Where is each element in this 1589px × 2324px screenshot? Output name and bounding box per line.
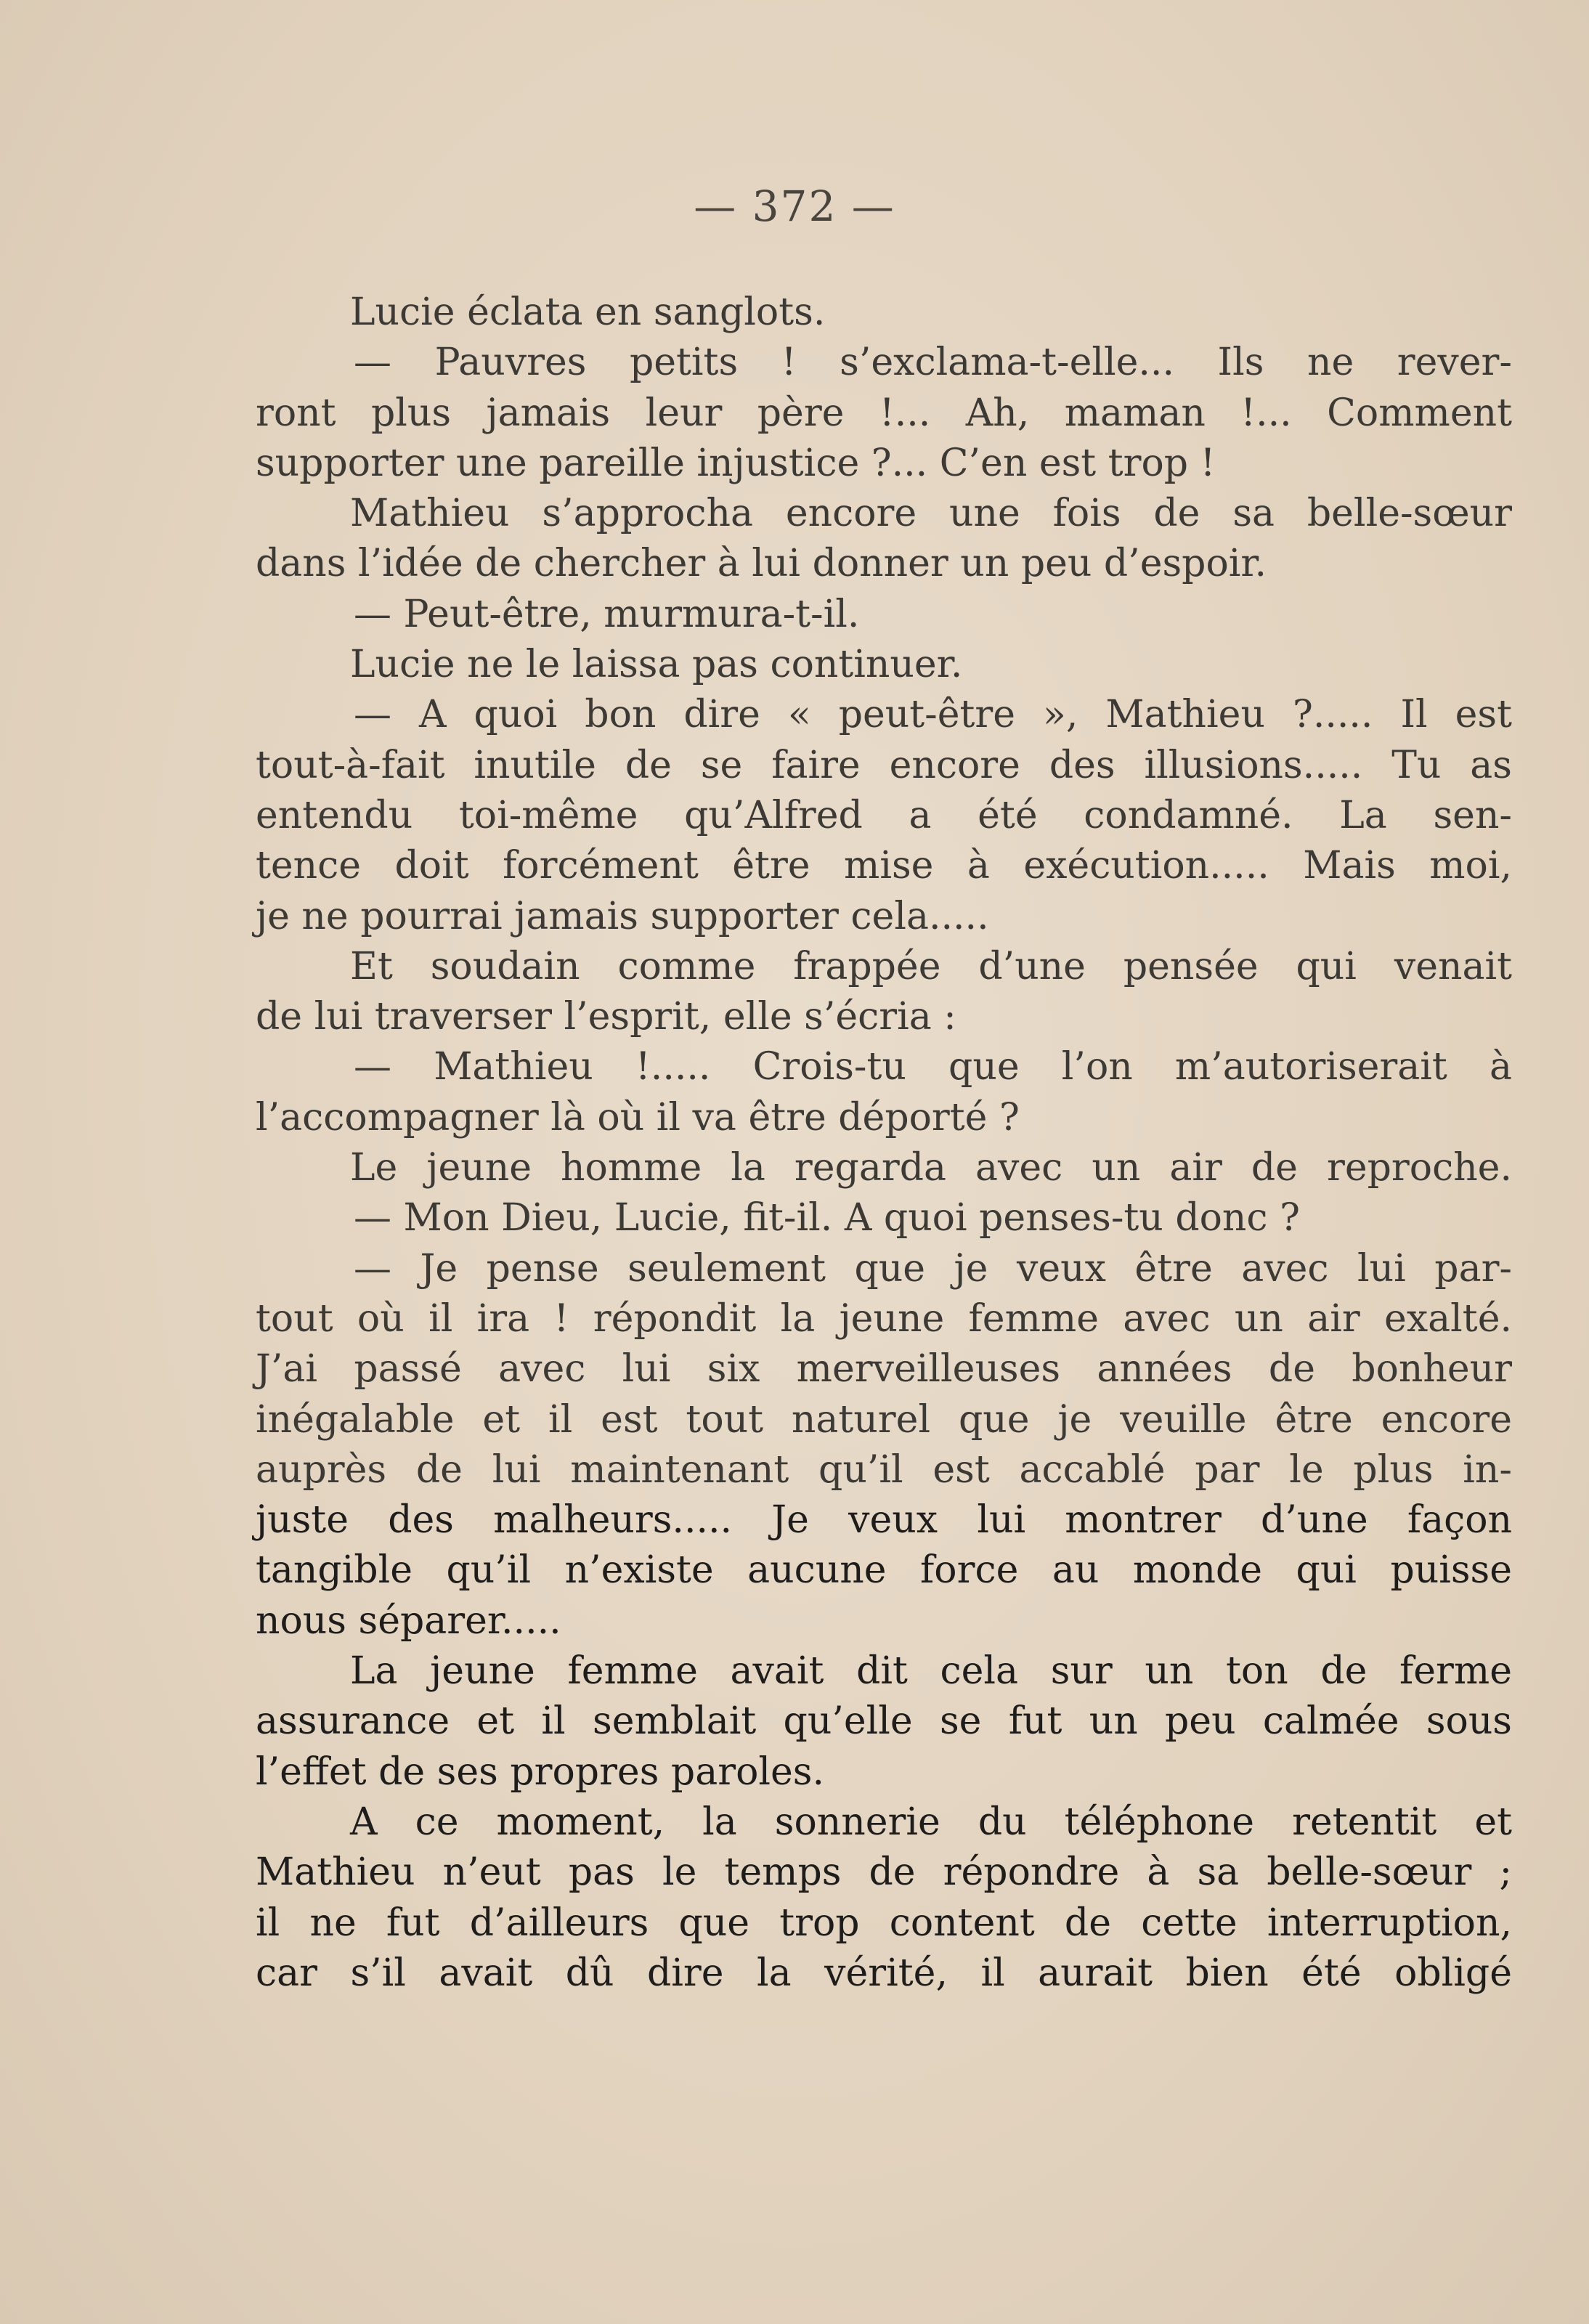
text-line: La jeune femme avait dit cela sur un ton de ferme — [350, 1649, 1512, 1694]
text-line: juste des malheurs..... Je veux lui montrer d’une façon — [256, 1498, 1512, 1543]
text-line: Lucie éclata en sanglots. — [350, 290, 826, 334]
text-line: J’ai passé avec lui six merveilleuses années de bonheur — [256, 1347, 1512, 1391]
text-line: auprès de lui maintenant qu’il est accablé par le plus in- — [256, 1447, 1512, 1492]
text-line: nous séparer..... — [256, 1598, 561, 1643]
text-line: car s’il avait dû dire la vérité, il aurait bien été obligé — [256, 1951, 1512, 1995]
text-line: l’effet de ses propres paroles. — [256, 1750, 824, 1794]
text-line: Mathieu n’eut pas le temps de répondre à sa belle-sœur ; — [256, 1850, 1512, 1895]
text-line: entendu toi-même qu’Alfred a été condamné. La sen- — [256, 793, 1512, 837]
page-number: — 372 — — [694, 182, 895, 231]
text-line: il ne fut d’ailleurs que trop content de cette interruption, — [256, 1901, 1512, 1945]
text-line: — Mathieu !..... Crois-tu que l’on m’autoriserait à — [354, 1045, 1512, 1089]
text-line: dans l’idée de chercher à lui donner un peu d’espoir. — [256, 542, 1267, 586]
body-text — [256, 288, 1512, 1999]
text-line: — Je pense seulement que je veux être avec lui par- — [354, 1246, 1512, 1291]
text-line: assurance et il semblait qu’elle se fut un peu calmée sous — [256, 1699, 1512, 1744]
text-line: — A quoi bon dire « peut-être », Mathieu ?..... Il est — [354, 693, 1512, 737]
text-line: — Pauvres petits ! s’exclama-t-elle... Ils ne rever- — [354, 341, 1512, 385]
text-line: — Mon Dieu, Lucie, fit-il. A quoi penses-tu donc ? — [354, 1196, 1300, 1240]
text-line: de lui traverser l’esprit, elle s’écria : — [256, 995, 956, 1039]
text-line: A ce moment, la sonnerie du téléphone retentit et — [350, 1800, 1512, 1844]
text-line: supporter une pareille injustice ?... C’en est trop ! — [256, 441, 1216, 485]
text-line: Le jeune homme la regarda avec un air de reproche. — [350, 1146, 1512, 1190]
text-line: tangible qu’il n’existe aucune force au monde qui puisse — [256, 1548, 1512, 1593]
text-line: — Peut-être, murmura-t-il. — [354, 592, 860, 636]
text-line: je ne pourrai jamais supporter cela..... — [256, 894, 989, 938]
text-line: inégalable et il est tout naturel que je veuille être encore — [256, 1397, 1512, 1442]
text-line: Mathieu s’approcha encore une fois de sa belle-sœur — [350, 492, 1512, 536]
text-line: tout où il ira ! répondit la jeune femme avec un air exalté. — [256, 1296, 1512, 1341]
text-line: ront plus jamais leur père !... Ah, maman !... Comment — [256, 391, 1512, 435]
text-line: l’accompagner là où il va être déporté ? — [256, 1095, 1020, 1139]
text-line: Lucie ne le laissa pas continuer. — [350, 643, 963, 687]
text-line: tout-à-fait inutile de se faire encore des illusions..... Tu as — [256, 743, 1512, 787]
text-line: tence doit forcément être mise à exécution..... Mais moi, — [256, 844, 1512, 888]
text-line: Et soudain comme frappée d’une pensée qui venait — [350, 944, 1512, 988]
